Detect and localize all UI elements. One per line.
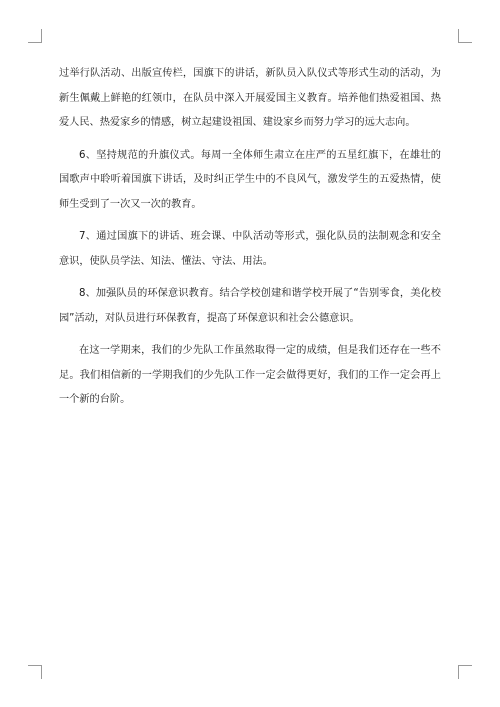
paragraph-conclusion: 在这一学期来，我们的少先队工作虽然取得一定的成绩，但是我们还存在一些不足。我们相信新的一学期我们的少先队工作一定会做得更好，我们的工作一定会再上一个新的台阶。 bbox=[59, 345, 441, 405]
paragraph-item-6: 6、坚持规范的升旗仪式。每周一全体师生肃立在庄严的五星红旗下，在雄壮的国歌声中聆听着国旗下讲话，及时纠正学生中的不良风气，激发学生的五爱热情，使师生受到了一次又一次的教育。 bbox=[59, 149, 441, 210]
crop-mark-top-right bbox=[458, 29, 472, 43]
paragraph-item-8: 8、加强队员的环保意识教育。结合学校创建和谐学校开展了“告别零食，美化校园”活动，对队员进行环保教育，提高了环保意识和社会公德意识。 bbox=[59, 288, 441, 324]
crop-mark-top-left bbox=[28, 29, 42, 43]
crop-mark-bottom-left bbox=[28, 665, 42, 679]
document-body bbox=[59, 62, 441, 421]
paragraph-continuation: 过举行队活动、出版宣传栏，国旗下的讲话，新队员入队仪式等形式生动的活动，为新生佩戴上鲜艳的红领巾，在队员中深入开展爱国主义教育。培养他们热爱祖国、热爱人民、热爱家乡的情感，树立起建设祖国、建设家乡而努力学习的远大志向。 bbox=[59, 68, 441, 128]
paragraph-item-7: 7、通过国旗下的讲话、班会课、中队活动等形式，强化队员的法制观念和安全意识，使队员学法、知法、懂法、守法、用法。 bbox=[59, 231, 441, 267]
crop-mark-bottom-right bbox=[458, 665, 472, 679]
